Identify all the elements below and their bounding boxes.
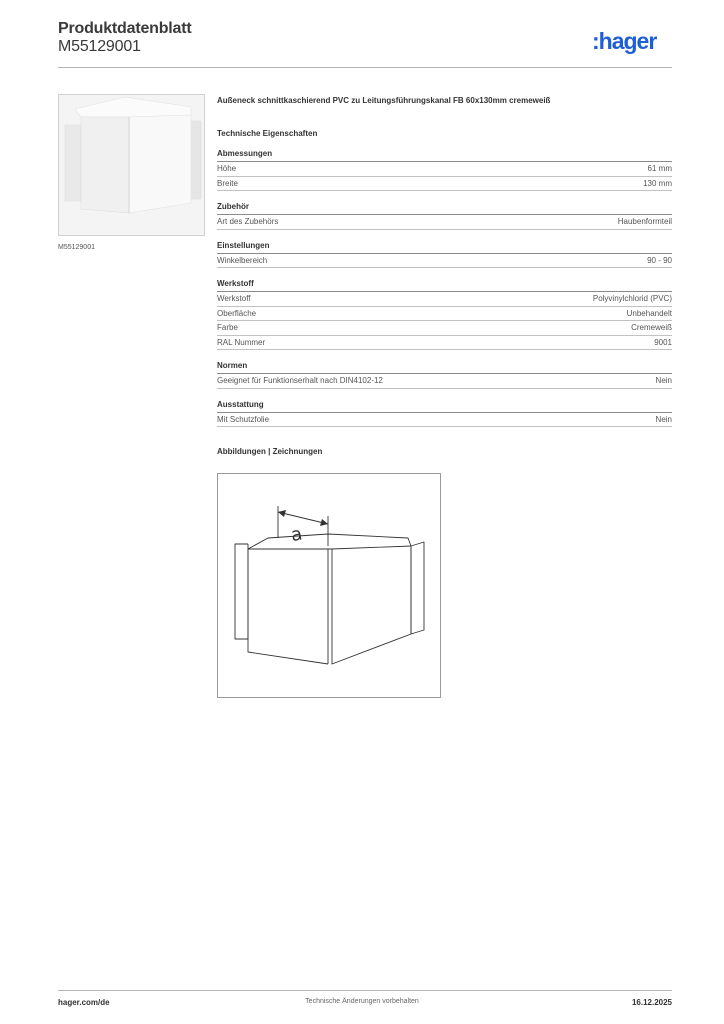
spec-value: 90 - 90 [647,255,672,265]
spec-row [217,321,672,336]
spec-value: Cremeweiß [631,323,672,332]
spec-section [217,400,672,428]
spec-label: Winkelbereich [217,255,268,265]
spec-value: Polyvinylchlorid (PVC) [592,294,672,303]
spec-label: Mit Schutzfolie [217,414,270,424]
spec-value: 130 mm [643,178,672,188]
figures-heading: Abbildungen | Zeichnungen [217,447,323,456]
spec-value: 61 mm [647,164,672,173]
spec-sections [217,149,672,427]
spec-row [217,215,672,230]
product-photo [58,94,205,236]
section-heading: Zubehör [217,202,672,215]
spec-section [217,202,672,230]
spec-row [217,336,672,351]
dimension-label: a [289,523,304,547]
footer-date: 16.12.2025 [631,998,672,1007]
spec-value: Unbehandelt [626,308,672,318]
spec-label: Art des Zubehörs [217,217,279,226]
spec-value: Nein [655,376,672,385]
product-photo-image [59,95,204,235]
header-divider [58,67,672,68]
tech-heading: Technische Eigenschaften [217,129,318,138]
spec-label: RAL Nummer [217,337,266,347]
spec-section [217,241,672,269]
spec-section [217,149,672,191]
technical-drawing [217,473,441,698]
spec-section [217,279,672,350]
spec-row [217,162,672,177]
technical-drawing-svg [218,474,440,697]
spec-label: Oberfläche [217,308,257,318]
spec-value: Nein [655,414,672,424]
spec-row [217,292,672,307]
spec-row [217,307,672,322]
spec-label: Höhe [217,164,237,173]
spec-row [217,413,672,428]
photo-caption: M55129001 [58,244,95,251]
footer-website: hager.com/de [58,998,110,1007]
spec-label: Geeignet für Funktionserhalt nach DIN4102-12 [217,376,383,385]
section-heading: Abmessungen [217,149,672,162]
section-heading: Ausstattung [217,400,672,413]
section-heading: Normen [217,361,672,374]
document-title: Produktdatenblatt [58,20,192,37]
spec-content [217,96,672,456]
spec-label: Breite [217,178,238,188]
footer-divider [58,990,672,991]
spec-row [217,374,672,389]
spec-section [217,361,672,389]
spec-value: Haubenformteil [617,217,672,226]
hager-logo [592,28,676,56]
spec-value: 9001 [654,337,672,347]
logo-text: :hager [592,28,657,54]
spec-row [217,177,672,192]
footer-note: Technische Änderungen vorbehalten [305,998,419,1005]
product-title: Außeneck schnittkaschierend PVC zu Leitungsführungskanal FB 60x130mm cremeweiß [217,96,551,105]
spec-row [217,254,672,269]
spec-label: Werkstoff [217,294,251,303]
article-number: M55129001 [58,38,141,55]
section-heading: Einstellungen [217,241,672,254]
section-heading: Werkstoff [217,279,672,292]
spec-label: Farbe [217,323,238,332]
